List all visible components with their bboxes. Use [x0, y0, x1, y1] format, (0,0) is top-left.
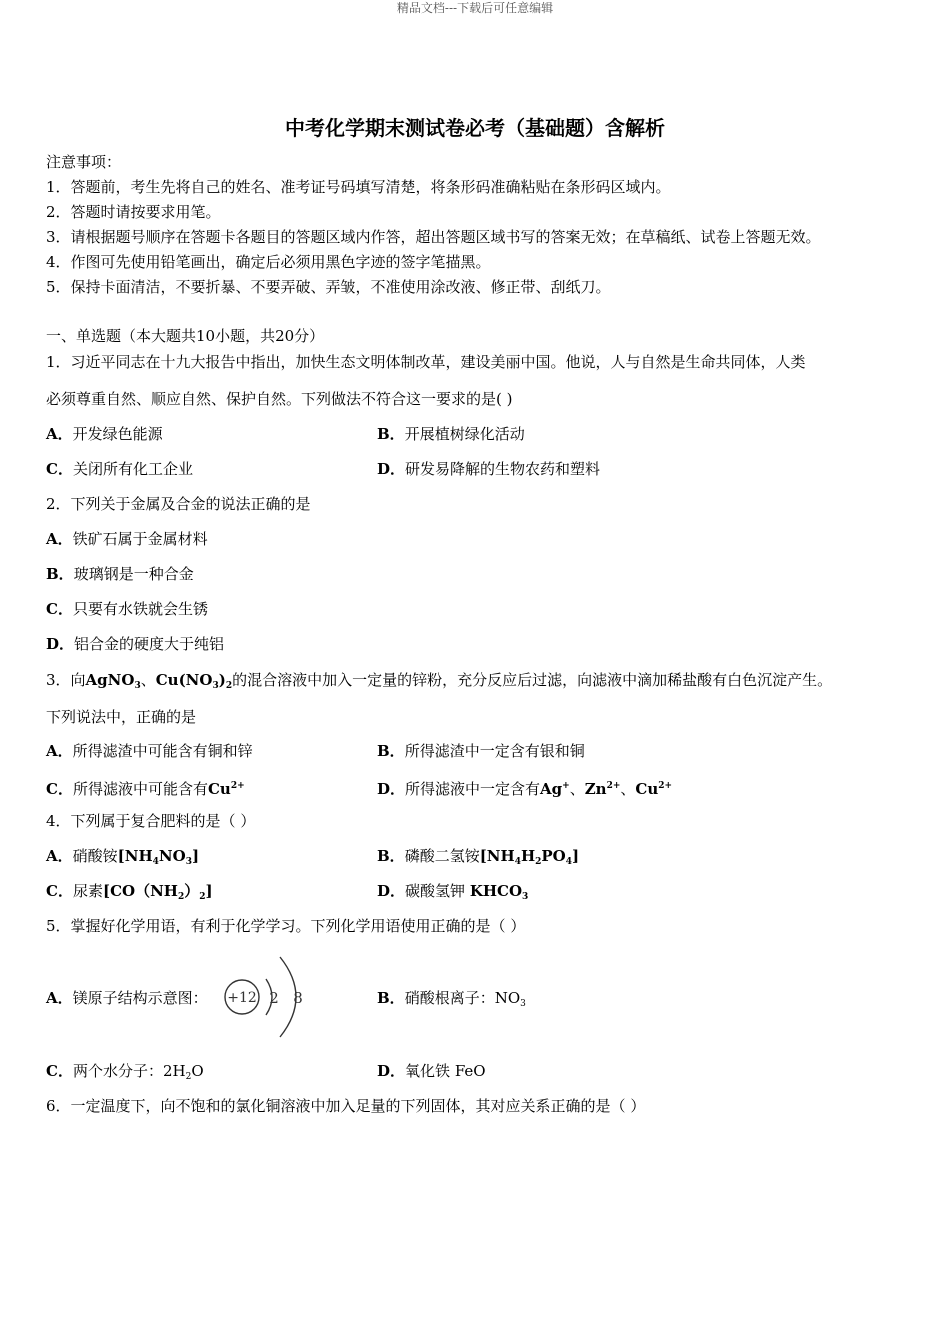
- atom-shell2-electrons: 8: [293, 989, 303, 1007]
- formula: H: [520, 847, 536, 865]
- page-title: 中考化学期末测试卷必考（基础题）含解析: [285, 116, 665, 140]
- q3-option-d: [377, 776, 672, 799]
- option-label: D．: [377, 460, 406, 478]
- question-1-stem: 1．习近平同志在十九大报告中指出，加快生态文明体制改革，建设美丽中国。他说，人与自然是生命共同体，人类: [46, 353, 806, 371]
- notice-item: 1．答题前，考生先将自己的姓名、准考证号码填写清楚，将条形码准确粘贴在条形码区域内。: [46, 178, 671, 196]
- q5-option-d: [377, 1061, 486, 1081]
- option-text: 开发绿色能源: [72, 425, 163, 443]
- formula: ）: [184, 882, 200, 900]
- subscript: 4: [514, 857, 521, 867]
- q4-option-c: [46, 881, 213, 907]
- option-text: 氧化铁: [405, 1062, 451, 1080]
- formula: O: [191, 1062, 204, 1080]
- option-text: 玻璃钢是一种合金: [73, 565, 194, 583]
- option-text: 铝合金的硬度大于纯铝: [74, 635, 225, 653]
- q1-option-b: [377, 424, 525, 444]
- formula: [NH: [479, 847, 515, 865]
- separator: 、: [569, 780, 585, 798]
- q5-option-b: [377, 988, 526, 1014]
- option-text: 开展植树绿化活动: [404, 425, 525, 443]
- option-text: 两个水分子：: [72, 1062, 163, 1080]
- formula: 2H: [162, 1062, 186, 1080]
- formula: PO: [541, 847, 566, 865]
- question-3-stem-cont: 下列说法中，正确的是: [46, 708, 197, 726]
- q4-option-d: [377, 881, 528, 907]
- stem-text: 的混合溶液中加入一定量的锌粉，充分反应后过滤，向滤液中滴加稀盐酸有白色沉淀产生。: [232, 671, 833, 689]
- separator: 、: [620, 780, 636, 798]
- subscript: 4: [152, 857, 159, 867]
- option-label: B．: [46, 565, 74, 583]
- notice-item: 3．请根据题号顺序在答题卡各题目的答题区域内作答，超出答题区域书写的答案无效；在草稿纸、试卷上答题无效。: [46, 228, 821, 246]
- option-label: C．: [46, 1062, 73, 1080]
- question-5-stem: 5．掌握好化学用语，有利于化学学习。下列化学用语使用正确的是（ ）: [46, 917, 526, 935]
- subscript: 4: [565, 857, 573, 867]
- notice-item: 4．作图可先使用铅笔画出，确定后必须用黑色字迹的签字笔描黑。: [46, 253, 491, 271]
- q1-option-c: [46, 459, 193, 479]
- watermark: 精品文档---下载后可任意编辑: [396, 1, 554, 15]
- notice-item: 2．答题时请按要求用笔。: [46, 203, 221, 221]
- stem-text: 3．向: [46, 671, 86, 689]
- q5-option-c: [46, 1061, 204, 1087]
- q2-option-b: [46, 564, 194, 584]
- option-text: 关闭所有化工企业: [72, 460, 193, 478]
- option-label: D．: [46, 635, 75, 653]
- subscript: 2: [177, 892, 185, 902]
- formula: NO: [494, 989, 521, 1007]
- question-2-stem: 2．下列关于金属及合金的说法正确的是: [46, 495, 311, 513]
- q4-option-a: [46, 846, 199, 872]
- formula: AgNO: [85, 671, 135, 689]
- option-text: 只要有水铁就会生锈: [72, 600, 208, 618]
- option-text: 铁矿石属于金属材料: [72, 530, 208, 548]
- atom-nucleus-label: +12: [227, 990, 257, 1006]
- option-label: C．: [46, 882, 73, 900]
- subscript: 2: [185, 1072, 192, 1082]
- option-label: D．: [377, 882, 406, 900]
- option-label: B．: [377, 425, 405, 443]
- option-label: D．: [377, 780, 406, 798]
- formula: ]: [191, 847, 200, 865]
- option-text: 硝酸根离子：: [404, 989, 495, 1007]
- q4-option-b: [377, 846, 579, 872]
- option-label: A．: [46, 742, 73, 760]
- subscript: 2: [535, 857, 542, 867]
- option-label: B．: [377, 847, 405, 865]
- superscript: +: [562, 781, 570, 791]
- q2-option-d: [46, 634, 224, 654]
- q3-option-c: [46, 776, 245, 799]
- option-text: 尿素: [72, 882, 103, 900]
- formula: Cu(NO: [155, 671, 213, 689]
- question-6-stem: 6．一定温度下，向不饱和的氯化铜溶液中加入足量的下列固体，其对应关系正确的是（ ）: [46, 1097, 646, 1115]
- option-label: C．: [46, 460, 73, 478]
- subscript: 3: [212, 681, 219, 691]
- atom-shell1-electrons: 2: [269, 989, 279, 1007]
- option-label: A．: [46, 530, 73, 548]
- ion: Cu: [207, 780, 231, 798]
- section-heading: 一、单选题（本大题共10小题，共20分）: [46, 327, 325, 345]
- option-label: C．: [46, 600, 73, 618]
- question-1-stem-cont: 必须尊重自然、顺应自然、保护自然。下列做法不符合这一要求的是( ): [46, 390, 513, 408]
- option-text: 所得滤液中可能含有: [72, 780, 208, 798]
- superscript: 2+: [606, 781, 621, 791]
- subscript: 2: [225, 681, 233, 691]
- question-4-stem: 4．下列属于复合肥料的是（ ）: [46, 812, 256, 830]
- question-3-stem: [46, 670, 832, 696]
- option-text: 碳酸氢钾: [405, 882, 466, 900]
- q1-option-d: [377, 459, 600, 479]
- option-label: C．: [46, 780, 73, 798]
- option-text: 所得滤液中一定含有: [405, 780, 541, 798]
- notice-heading: 注意事项：: [46, 153, 122, 171]
- ion: Ag: [540, 780, 563, 798]
- option-label: B．: [377, 989, 405, 1007]
- ion: Cu: [635, 780, 659, 798]
- q5-option-a: [46, 988, 208, 1008]
- stem-text: 、: [140, 671, 156, 689]
- formula: FeO: [454, 1062, 486, 1080]
- q2-option-a: [46, 529, 208, 549]
- notice-item: 5．保持卡面清洁，不要折暴、不要弄破、弄皱，不准使用涂改液、修正带、刮纸刀。: [46, 278, 611, 296]
- option-text: 硝酸铵: [72, 847, 118, 865]
- option-text: 所得滤渣中可能含有铜和锌: [72, 742, 253, 760]
- option-label: A．: [46, 847, 73, 865]
- option-text: 镁原子结构示意图：: [72, 989, 208, 1007]
- option-label: A．: [46, 989, 73, 1007]
- subscript: 3: [522, 892, 529, 902]
- option-label: D．: [377, 1062, 406, 1080]
- option-text: 磷酸二氢铵: [404, 847, 480, 865]
- ion: Zn: [584, 780, 607, 798]
- formula: ): [218, 671, 226, 689]
- formula: [NH: [117, 847, 153, 865]
- q3-option-a: [46, 741, 253, 761]
- q2-option-c: [46, 599, 208, 619]
- option-text: 研发易降解的生物农药和塑料: [405, 460, 601, 478]
- subscript: 3: [520, 999, 526, 1009]
- option-text: 所得滤渣中一定含有银和铜: [404, 742, 585, 760]
- subscript: 2: [199, 892, 206, 902]
- superscript: 2+: [658, 781, 673, 791]
- option-label: B．: [377, 742, 405, 760]
- subscript: 3: [134, 681, 141, 691]
- magnesium-atom-diagram-icon: [222, 952, 312, 1042]
- formula: ]: [205, 882, 213, 900]
- subscript: 3: [185, 857, 192, 867]
- q3-option-b: [377, 741, 585, 761]
- formula: ]: [572, 847, 580, 865]
- formula: KHCO: [469, 882, 523, 900]
- superscript: 2+: [230, 781, 245, 791]
- q1-option-a: [46, 424, 163, 444]
- option-label: A．: [46, 425, 73, 443]
- formula: NO: [158, 847, 186, 865]
- formula: [CO（NH: [102, 882, 178, 900]
